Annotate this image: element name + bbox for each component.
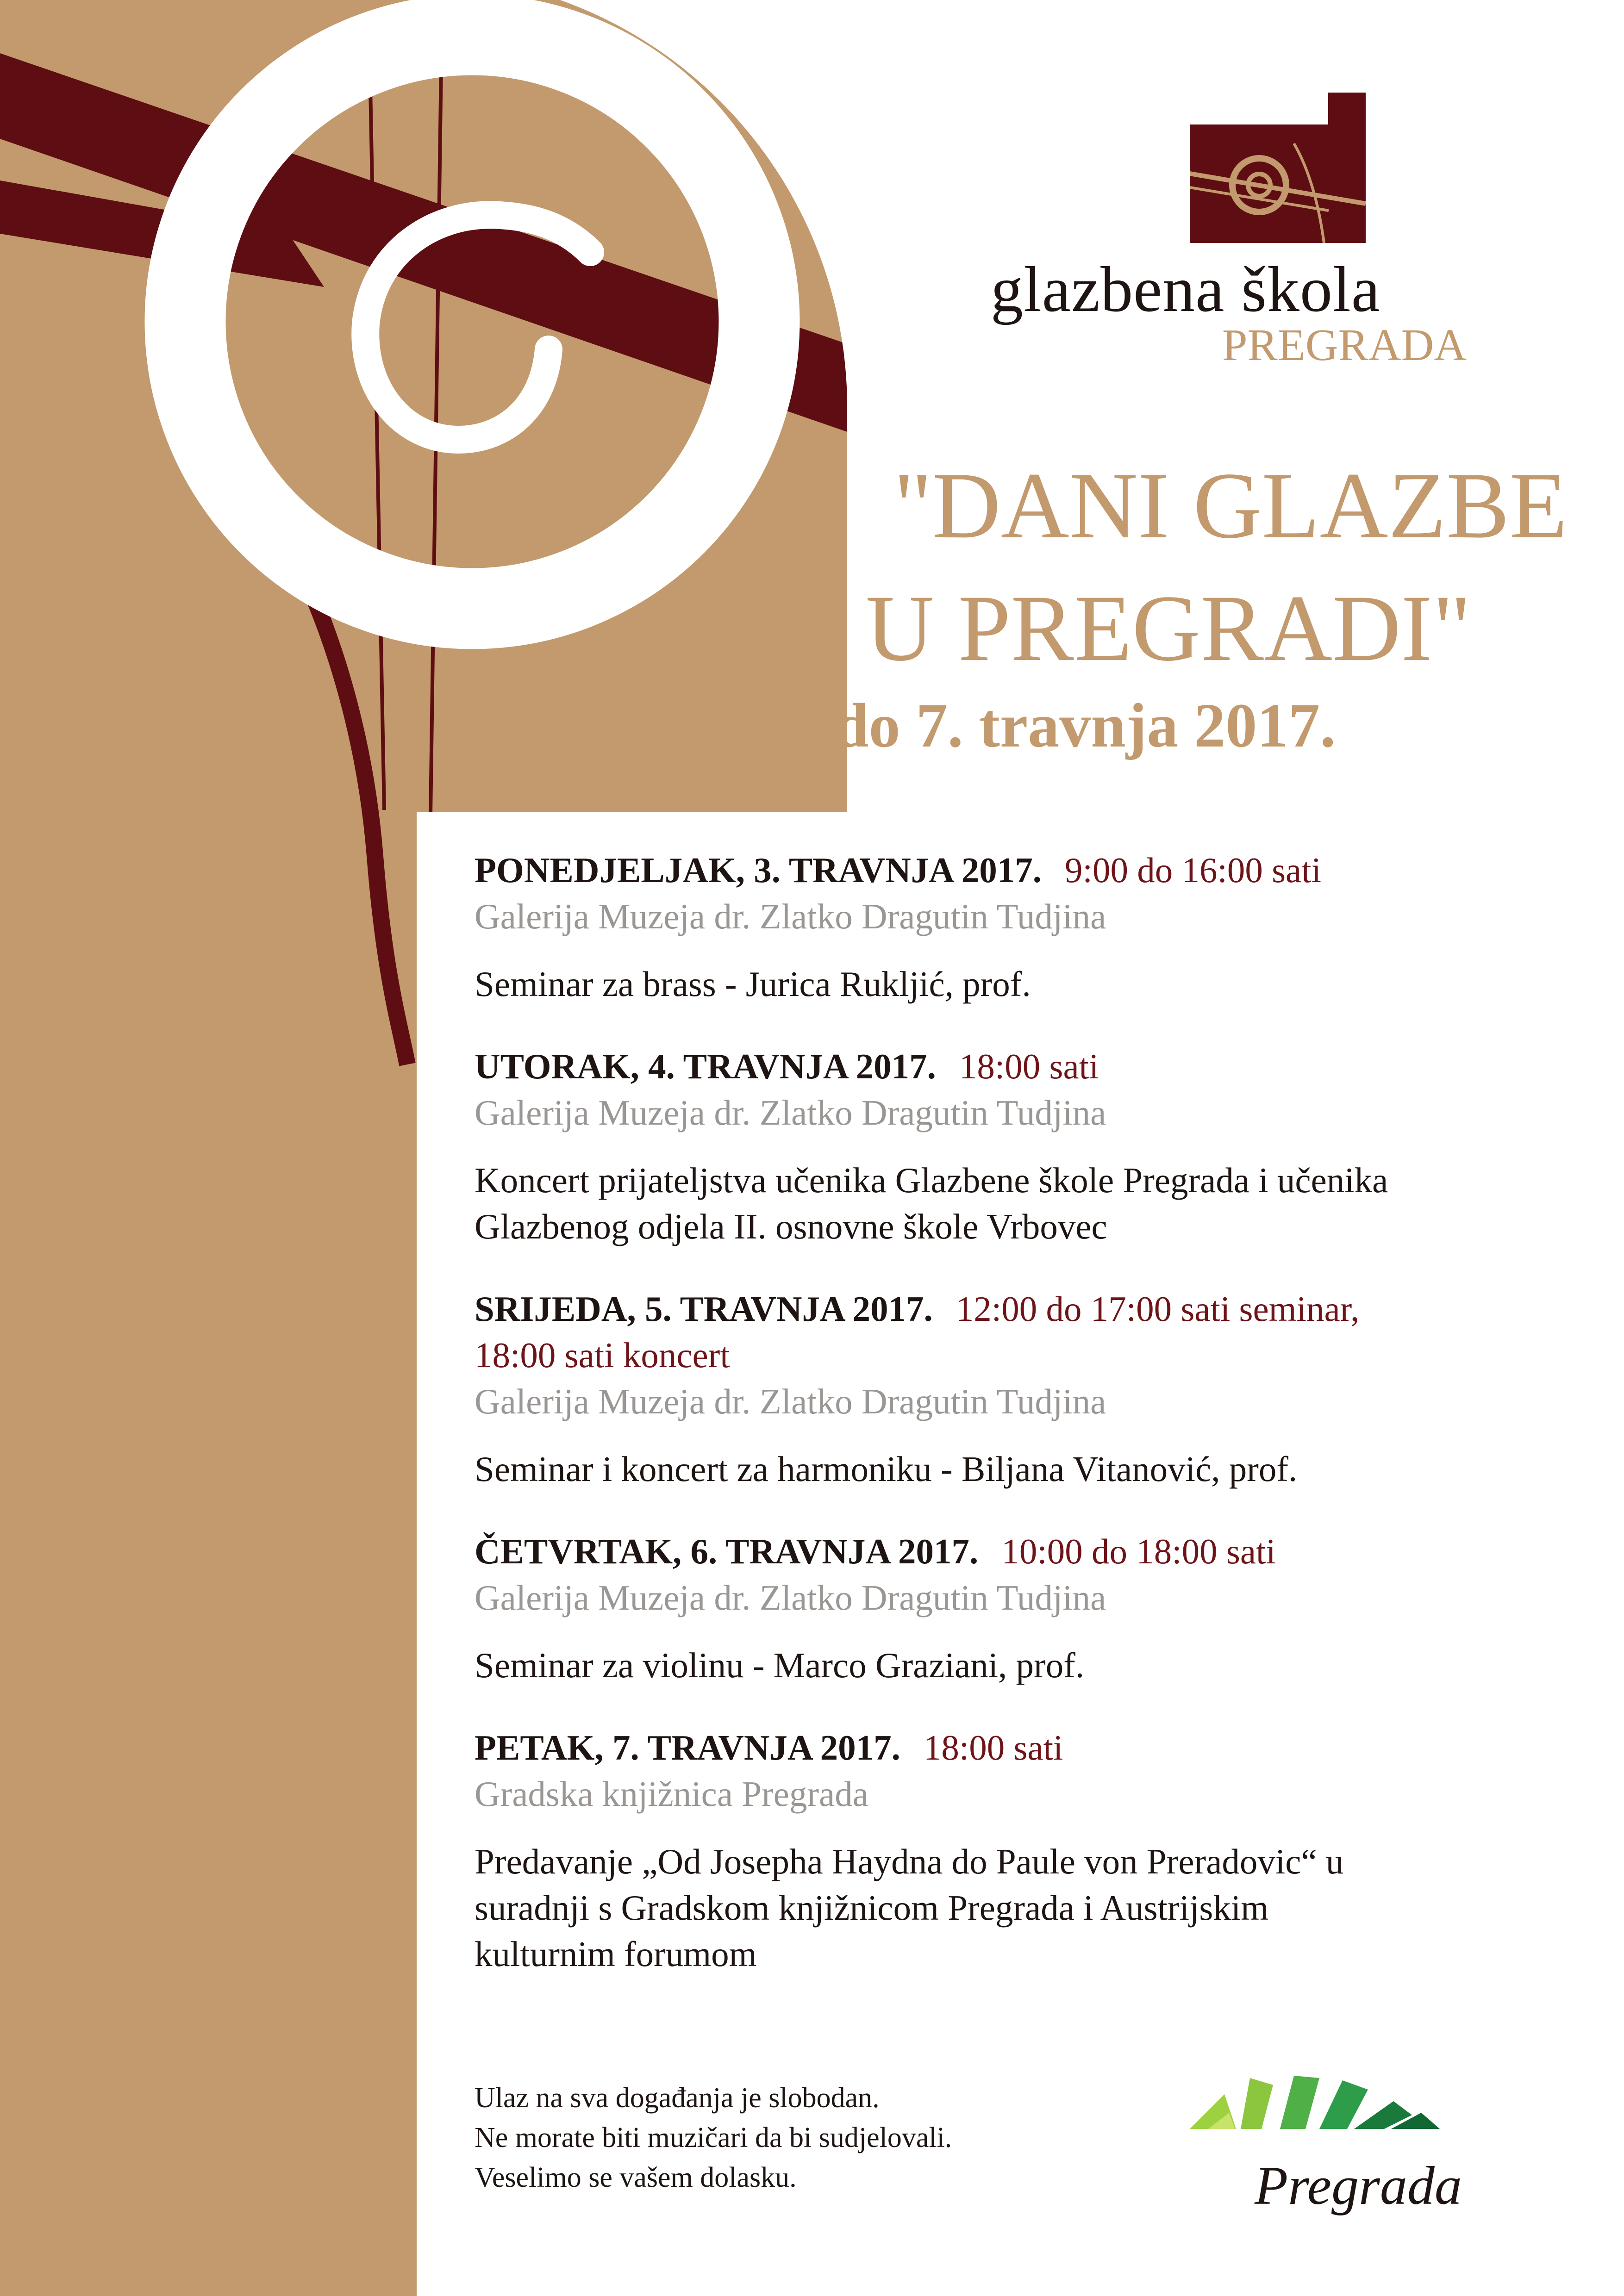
event-dates: 3. do 7. travnja 2017. [771,691,1336,760]
footer-note [475,2078,952,2197]
description-line: Seminar za violinu - Marco Graziani, prof. [475,1645,1085,1685]
event-place: Galerija Muzeja dr. Zlatko Dragutin Tudjina [475,896,1106,936]
event-place: Galerija Muzeja dr. Zlatko Dragutin Tudjina [475,1381,1106,1421]
event-description [475,961,1539,1007]
description-line: Predavanje „Od Josepha Haydna do Paule von Preradovic“ u [475,1842,1344,1881]
description-line: Seminar i koncert za harmoniku - Biljana Vitanović, prof. [475,1449,1298,1489]
schedule [475,847,1539,2013]
event-time: 18:00 sati [923,1728,1063,1767]
event-header [475,1043,1539,1089]
description-line: Seminar za brass - Jurica Rukljić, prof. [475,964,1031,1004]
event-place: Gradska knjižnica Pregrada [475,1774,868,1814]
event-thursday [475,1528,1539,1688]
event-monday [475,847,1539,1007]
event-time: 10:00 do 18:00 sati [1001,1531,1276,1571]
event-tuesday [475,1043,1539,1250]
event-time: 18:00 sati [959,1046,1099,1086]
event-header [475,1528,1539,1574]
school-town: PREGRADA [1222,320,1467,370]
event-day: PONEDJELJAK, 3. TRAVNJA 2017. [475,850,1042,890]
event-description [475,1157,1539,1250]
description-line: kulturnim forumom [475,1934,757,1974]
event-description [475,1838,1539,1977]
event-place: Galerija Muzeja dr. Zlatko Dragutin Tudjina [475,1093,1106,1132]
event-time-line-2: 18:00 sati koncert [475,1335,730,1375]
event-day: ČETVRTAK, 6. TRAVNJA 2017. [475,1531,979,1571]
event-place: Galerija Muzeja dr. Zlatko Dragutin Tudjina [475,1578,1106,1618]
event-day: SRIJEDA, 5. TRAVNJA 2017. [475,1289,933,1329]
event-friday [475,1724,1539,1977]
school-name: glazbena škola [991,254,1380,325]
event-description [475,1446,1539,1492]
town-logo [1181,2069,1477,2216]
school-logo-mark [1190,93,1366,245]
title-line-2: U PREGRADI" [866,576,1472,681]
town-logo-mark [1181,2069,1477,2161]
event-description [475,1642,1539,1688]
footer-line: Ne morate biti muzičari da bi sudjelovali. [475,2122,952,2153]
footer-line: Ulaz na sva događanja je slobodan. [475,2082,880,2114]
town-logo-text: Pregrada [1255,2155,1462,2216]
event-wednesday [475,1286,1539,1492]
description-line: suradnji s Gradskom knjižnicom Pregrada i Austrijskim [475,1888,1269,1928]
event-header [475,847,1539,893]
title-line-1: "DANI GLAZBE [893,453,1568,558]
event-title [866,444,1606,690]
footer-line: Veselimo se vašem dolasku. [475,2162,797,2193]
description-line: Glazbenog odjela II. osnovne škole Vrbovec [475,1207,1107,1246]
event-time: 12:00 do 17:00 sati seminar, [956,1289,1360,1329]
description-line: Koncert prijateljstva učenika Glazbene škole Pregrada i učenika [475,1160,1388,1200]
event-header [475,1724,1539,1771]
event-day: PETAK, 7. TRAVNJA 2017. [475,1728,900,1767]
event-day: UTORAK, 4. TRAVNJA 2017. [475,1046,936,1086]
event-header [475,1286,1539,1332]
event-time: 9:00 do 16:00 sati [1065,850,1322,890]
